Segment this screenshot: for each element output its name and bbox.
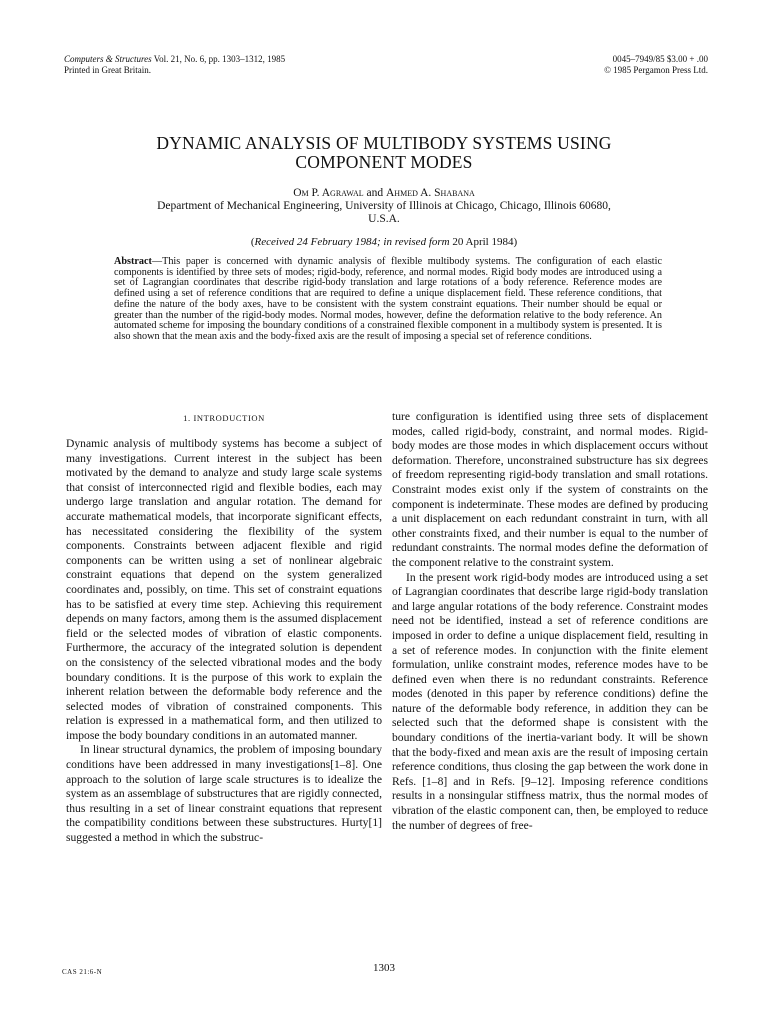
- received-date: Received 24 February 1984;: [254, 236, 381, 248]
- paper-title: [64, 134, 704, 172]
- title-line-2: COMPONENT MODES: [295, 152, 473, 172]
- journal-citation: Vol. 21, No. 6, pp. 1303–1312, 1985: [153, 54, 286, 64]
- right-column: [392, 410, 708, 833]
- copyright: © 1985 Pergamon Press Ltd.: [604, 65, 708, 75]
- right-paragraph-1: ture configuration is identified using three sets of displacement modes, called rigid-body, constraint, and normal modes. Rigid-body modes are those modes in which displacement occurs without deformation. Therefore, unconstrained substructure has six degrees of freedom representing rigid-body translation and small rotations. Constraint modes exist only if the system of constraints on the component is indeterminate. These modes are defined by producing a unit displacement on each redundant constraint in turn, with all other constraints fixed, and their number is equal to the number of redundant constraints. The normal modes define the deformation of the component relative to the constraint system.: [392, 410, 708, 569]
- journal-citation-line: [64, 54, 285, 65]
- author-line: [64, 186, 704, 200]
- intro-paragraph-1: Dynamic analysis of multibody systems has become a subject of many investigations. Current interest in the subject has been motivated by the demand to analyze and study large scale systems that consist of interconnected rigid and flexible bodies, each may undergo large translation and angular rotation. The demand for accurate mathematical models, that incorporate significant effects, has necessitated considering the flexibility of the system components. Constraints between adjacent flexible and rigid components can be written using a set of nonlinear algebraic constraint equations that depend on the system generalized coordinates and, possibly, on time. This set of constraint equations has to be satisfied at every time step. Achieving this requirement depends on many factors, among them is the assumed displacement field or the selected modes of vibration of elastic components. Furthermore, the accuracy of the integrated solution is dependent on the consistency of the selected vibrational modes and the body boundary conditions. It is the purpose of this work to explain the inherent relation between the deformable body reference and the selected modes of vibration of constrained components. This relation is expressed in a mathematical form, and then utilized to impose the body boundary conditions in an automated manner.: [66, 437, 382, 742]
- publisher-header: [604, 54, 708, 76]
- revised-label: in revised form: [383, 236, 450, 248]
- author-conjunction: and: [366, 187, 384, 199]
- printed-note: Printed in Great Britain.: [64, 65, 151, 75]
- intro-paragraph-2: In linear structural dynamics, the problem of imposing boundary conditions have been addressed in many investigations[1–8]. One approach to the solution of large scale structures is to idealize the system as an assemblage of substructures that are rigidly connected, thus resulting in a set of linear constraint equations that represent the compatibility conditions between these substructures. Hurty[1] suggested a method in which the substruc-: [66, 743, 382, 845]
- right-paragraph-2: In the present work rigid-body modes are introduced using a set of Lagrangian coordinates that describe large rigid-body translation and large angular rotations of the body reference. Constraint modes need not be identified, instead a set of reference conditions are imposed in order to define a unique displacement field, resulting in a set of reference modes. In conjunction with the finite element formulation, unlike constraint modes, reference modes have to be defined even when there is no redundant constraints. Reference modes (denoted in this paper by reference conditions) define the nature of the deformable body reference, in addition they can be selected such that the deformed shape is consistent with the boundary conditions of the inertia-variant body. It will be shown that the body-fixed and mean axis are the result of imposing certain reference conditions, thus closing the gap between the work done in Refs. [1–8] and in Refs. [9–12]. Imposing reference conditions results in a nonsingular stiffness matrix, thus the normal modes of vibration of the elastic component can, then, be employed to reduce the number of degrees of free-: [392, 570, 708, 832]
- journal-header: [64, 54, 285, 76]
- revised-date: 20 April 1984: [452, 236, 514, 248]
- abstract-label: Abstract: [114, 256, 152, 267]
- journal-name: Computers & Structures: [64, 54, 152, 64]
- received-dates: (Received 24 February 1984; in revised form 20 April 1984): [250, 236, 518, 248]
- section-heading: 1. INTRODUCTION: [183, 413, 265, 423]
- abstract: [114, 257, 662, 343]
- issn-price: 0045–7949/85 $3.00 + .00: [612, 54, 708, 64]
- footer-code: CAS 21:6-N: [62, 968, 103, 976]
- affiliation: [64, 200, 704, 226]
- left-column: [66, 410, 382, 846]
- affiliation-line-2: U.S.A.: [368, 213, 400, 225]
- affiliation-line-1: Department of Mechanical Engineering, University of Illinois at Chicago, Chicago, Illinois 60680,: [157, 200, 611, 212]
- abstract-text: —This paper is concerned with dynamic analysis of flexible multibody systems. The configuration of each elastic components is identified by three sets of modes; rigid-body, reference, and normal modes. Rigid body modes are introduced using a set of Lagrangian coordinates that describe rigid-body translation and large rotations of a body reference. Reference modes are defined using a set of reference conditions that are required to define a unique displacement field. These reference conditions, that define the nature of the body axes, have to be consistent with the system constraint equations. Their number should be equal or greater than the number of the rigid-body modes. Normal modes, however, define the deformation relative to the body reference. An automated scheme for imposing the boundary conditions of a constrained flexible component in a multibody system is presented. It is also shown that the mean axis and the body-fixed axis are the result of imposing a special set of reference conditions.: [114, 256, 662, 342]
- author-1: Om P. Agrawal: [293, 187, 364, 199]
- page-number: 1303: [373, 962, 395, 974]
- title-line-1: DYNAMIC ANALYSIS OF MULTIBODY SYSTEMS USING: [156, 133, 612, 153]
- author-2: Ahmed A. Shabana: [386, 187, 475, 199]
